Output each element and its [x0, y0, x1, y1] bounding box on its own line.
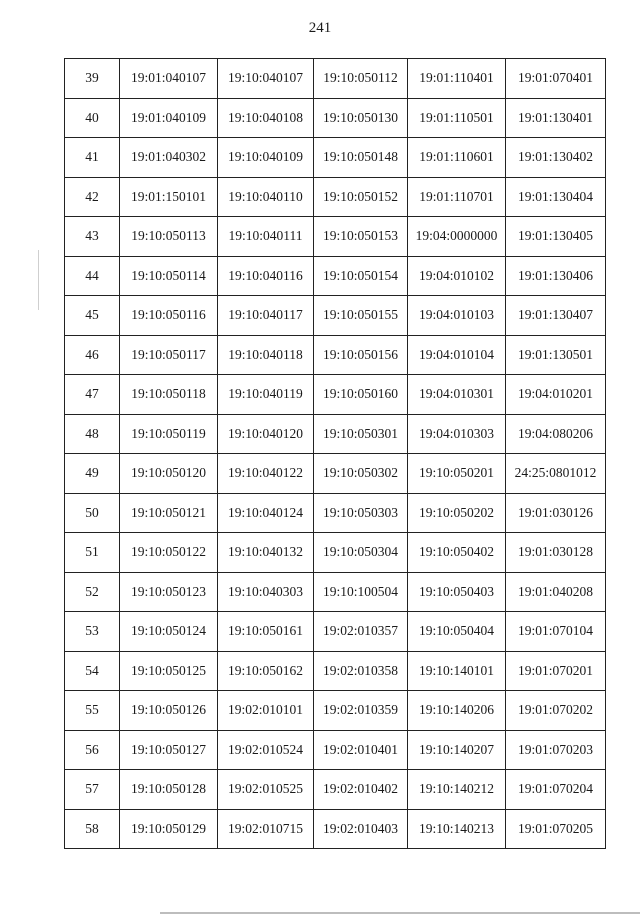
scan-artifact-line [38, 250, 39, 310]
code-cell-col1: 19:10:050121 [120, 493, 218, 533]
row-index-cell: 58 [65, 809, 120, 849]
code-cell-col4: 19:10:140207 [408, 730, 506, 770]
code-cell-col4: 19:04:010303 [408, 414, 506, 454]
table-row [65, 217, 606, 257]
code-cell-col4: 19:10:140213 [408, 809, 506, 849]
table-row [65, 335, 606, 375]
code-cell-col2: 19:10:040108 [218, 98, 314, 138]
code-cell-col3: 19:10:050156 [314, 335, 408, 375]
code-cell-col4: 19:10:050402 [408, 533, 506, 573]
code-cell-col2: 19:10:040111 [218, 217, 314, 257]
row-index-cell: 41 [65, 138, 120, 178]
code-cell-col1: 19:10:050129 [120, 809, 218, 849]
row-index-cell: 52 [65, 572, 120, 612]
code-cell-col5: 19:01:040208 [506, 572, 606, 612]
code-cell-col3: 19:02:010403 [314, 809, 408, 849]
code-cell-col4: 19:01:110701 [408, 177, 506, 217]
row-index-cell: 40 [65, 98, 120, 138]
code-cell-col5: 19:01:130407 [506, 296, 606, 336]
code-cell-col1: 19:01:040302 [120, 138, 218, 178]
code-cell-col4: 19:10:140206 [408, 691, 506, 731]
code-cell-col2: 19:02:010525 [218, 770, 314, 810]
code-cell-col2: 19:02:010524 [218, 730, 314, 770]
row-index-cell: 48 [65, 414, 120, 454]
code-cell-col3: 19:10:050154 [314, 256, 408, 296]
code-cell-col5: 19:01:070204 [506, 770, 606, 810]
code-cell-col1: 19:10:050119 [120, 414, 218, 454]
code-cell-col2: 19:10:040120 [218, 414, 314, 454]
code-cell-col4: 19:10:140212 [408, 770, 506, 810]
code-cell-col2: 19:02:010715 [218, 809, 314, 849]
table-row [65, 770, 606, 810]
page-number: 241 [308, 20, 332, 36]
code-cell-col5: 19:01:070401 [506, 59, 606, 99]
row-index-cell: 43 [65, 217, 120, 257]
code-cell-col1: 19:10:050125 [120, 651, 218, 691]
table-row [65, 493, 606, 533]
code-cell-col5: 19:01:130404 [506, 177, 606, 217]
code-cell-col5: 19:01:070205 [506, 809, 606, 849]
code-cell-col1: 19:10:050113 [120, 217, 218, 257]
code-cell-col1: 19:10:050124 [120, 612, 218, 652]
row-index-cell: 44 [65, 256, 120, 296]
code-cell-col4: 19:10:050404 [408, 612, 506, 652]
table-row [65, 256, 606, 296]
code-cell-col5: 19:01:070203 [506, 730, 606, 770]
table-row [65, 809, 606, 849]
row-index-cell: 53 [65, 612, 120, 652]
scan-artifact-edge [160, 912, 640, 914]
code-cell-col5: 19:04:080206 [506, 414, 606, 454]
code-cell-col2: 19:10:040116 [218, 256, 314, 296]
code-cell-col1: 19:10:050117 [120, 335, 218, 375]
code-cell-col3: 19:02:010359 [314, 691, 408, 731]
table-row [65, 59, 606, 99]
code-cell-col3: 19:10:050153 [314, 217, 408, 257]
code-cell-col3: 19:10:100504 [314, 572, 408, 612]
table-row [65, 177, 606, 217]
code-cell-col5: 19:01:070104 [506, 612, 606, 652]
code-cell-col4: 19:04:0000000 [408, 217, 506, 257]
code-cell-col1: 19:10:050114 [120, 256, 218, 296]
code-cell-col1: 19:10:050123 [120, 572, 218, 612]
code-cell-col5: 19:01:030126 [506, 493, 606, 533]
table-row [65, 138, 606, 178]
code-cell-col2: 19:10:040110 [218, 177, 314, 217]
code-cell-col5: 19:04:010201 [506, 375, 606, 415]
code-cell-col4: 19:01:110601 [408, 138, 506, 178]
code-cell-col3: 19:10:050301 [314, 414, 408, 454]
table-row [65, 730, 606, 770]
table-row [65, 612, 606, 652]
code-cell-col2: 19:10:040124 [218, 493, 314, 533]
code-cell-col1: 19:10:050127 [120, 730, 218, 770]
row-index-cell: 39 [65, 59, 120, 99]
code-cell-col2: 19:10:040109 [218, 138, 314, 178]
code-cell-col3: 19:10:050303 [314, 493, 408, 533]
table-row [65, 454, 606, 494]
code-cell-col3: 19:10:050152 [314, 177, 408, 217]
row-index-cell: 50 [65, 493, 120, 533]
code-cell-col5: 19:01:130405 [506, 217, 606, 257]
row-index-cell: 42 [65, 177, 120, 217]
code-cell-col1: 19:10:050120 [120, 454, 218, 494]
code-cell-col3: 19:02:010358 [314, 651, 408, 691]
code-cell-col2: 19:10:050162 [218, 651, 314, 691]
code-cell-col4: 19:04:010301 [408, 375, 506, 415]
code-cell-col2: 19:10:040107 [218, 59, 314, 99]
code-cell-col3: 19:10:050302 [314, 454, 408, 494]
code-cell-col3: 19:10:050130 [314, 98, 408, 138]
row-index-cell: 47 [65, 375, 120, 415]
code-cell-col2: 19:10:050161 [218, 612, 314, 652]
code-cell-col5: 19:01:130401 [506, 98, 606, 138]
row-index-cell: 45 [65, 296, 120, 336]
code-cell-col2: 19:10:040303 [218, 572, 314, 612]
code-cell-col4: 19:01:110501 [408, 98, 506, 138]
code-cell-col4: 19:10:050202 [408, 493, 506, 533]
code-cell-col1: 19:10:050128 [120, 770, 218, 810]
code-cell-col5: 24:25:0801012 [506, 454, 606, 494]
row-index-cell: 56 [65, 730, 120, 770]
code-cell-col3: 19:02:010401 [314, 730, 408, 770]
code-cell-col5: 19:01:130402 [506, 138, 606, 178]
code-cell-col3: 19:10:050304 [314, 533, 408, 573]
code-cell-col4: 19:01:110401 [408, 59, 506, 99]
code-cell-col3: 19:10:050155 [314, 296, 408, 336]
code-cell-col2: 19:02:010101 [218, 691, 314, 731]
row-index-cell: 57 [65, 770, 120, 810]
code-cell-col5: 19:01:030128 [506, 533, 606, 573]
code-cell-col2: 19:10:040118 [218, 335, 314, 375]
table-row [65, 375, 606, 415]
code-cell-col4: 19:10:050403 [408, 572, 506, 612]
code-cell-col5: 19:01:070201 [506, 651, 606, 691]
code-cell-col1: 19:01:040107 [120, 59, 218, 99]
code-cell-col5: 19:01:130406 [506, 256, 606, 296]
cadastral-numbers-table [64, 58, 606, 849]
code-cell-col4: 19:04:010102 [408, 256, 506, 296]
code-cell-col4: 19:10:140101 [408, 651, 506, 691]
row-index-cell: 49 [65, 454, 120, 494]
code-cell-col2: 19:10:040117 [218, 296, 314, 336]
code-cell-col1: 19:10:050116 [120, 296, 218, 336]
table-row [65, 296, 606, 336]
row-index-cell: 55 [65, 691, 120, 731]
code-cell-col5: 19:01:070202 [506, 691, 606, 731]
table-body [65, 59, 606, 849]
code-cell-col3: 19:10:050148 [314, 138, 408, 178]
row-index-cell: 46 [65, 335, 120, 375]
code-cell-col1: 19:10:050126 [120, 691, 218, 731]
table-row [65, 572, 606, 612]
code-cell-col3: 19:02:010402 [314, 770, 408, 810]
table-row [65, 651, 606, 691]
code-cell-col1: 19:01:040109 [120, 98, 218, 138]
table-row [65, 414, 606, 454]
code-cell-col5: 19:01:130501 [506, 335, 606, 375]
table-row [65, 533, 606, 573]
table-row [65, 691, 606, 731]
code-cell-col2: 19:10:040132 [218, 533, 314, 573]
code-cell-col1: 19:01:150101 [120, 177, 218, 217]
code-cell-col1: 19:10:050122 [120, 533, 218, 573]
code-cell-col2: 19:10:040122 [218, 454, 314, 494]
code-cell-col4: 19:10:050201 [408, 454, 506, 494]
code-cell-col3: 19:02:010357 [314, 612, 408, 652]
row-index-cell: 54 [65, 651, 120, 691]
code-cell-col2: 19:10:040119 [218, 375, 314, 415]
code-cell-col4: 19:04:010103 [408, 296, 506, 336]
table-row [65, 98, 606, 138]
code-cell-col4: 19:04:010104 [408, 335, 506, 375]
code-cell-col3: 19:10:050160 [314, 375, 408, 415]
row-index-cell: 51 [65, 533, 120, 573]
code-cell-col3: 19:10:050112 [314, 59, 408, 99]
code-cell-col1: 19:10:050118 [120, 375, 218, 415]
